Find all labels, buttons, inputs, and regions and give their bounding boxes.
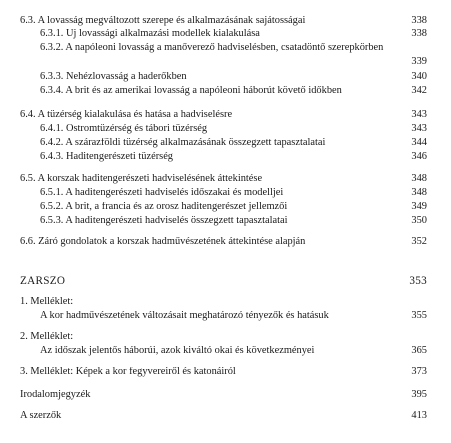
toc-entry-page: 373 bbox=[411, 366, 427, 377]
toc-entry-6-3-4 bbox=[40, 86, 427, 99]
toc-entry-page: 346 bbox=[411, 151, 427, 162]
toc-entry-6-5-1 bbox=[40, 188, 427, 201]
toc-entry-page: 343 bbox=[411, 123, 427, 134]
toc-entry-6-5-3 bbox=[40, 216, 427, 229]
toc-entry-zarszo bbox=[20, 276, 427, 289]
toc-entry-title: 6.4. A tüzérség kialakulása és hatása a hadviselésre bbox=[20, 110, 233, 120]
toc-entry-title: A kor hadművészetének változásait meghatározó tényezők és hatásuk bbox=[40, 311, 329, 321]
toc-entry-page: 350 bbox=[411, 215, 427, 226]
toc-entry-title: 6.5.1. A haditengerészeti hadviselés időszakai és modelljei bbox=[40, 188, 284, 198]
toc-entry-page: 338 bbox=[411, 15, 427, 26]
toc-entry-6-6 bbox=[20, 237, 427, 250]
toc-entry-bibliography bbox=[20, 390, 427, 403]
toc-entry-title: A szerzők bbox=[20, 411, 62, 421]
toc-entry-6-3 bbox=[20, 16, 427, 29]
toc-entry-title: 6.5.2. A brit, a francia és az orosz haditengerészet jellemzői bbox=[40, 202, 288, 212]
toc-entry-page: 349 bbox=[411, 201, 427, 212]
toc-entry-title: 6.4.2. A szárazföldi tüzérség alkalmazásának összegzett tapasztalatai bbox=[40, 138, 326, 148]
toc-entry-page: 348 bbox=[411, 173, 427, 184]
toc-entry-page: 353 bbox=[409, 275, 427, 287]
toc-entry-appendix-2-title bbox=[40, 346, 427, 359]
toc-entry-title: 6.3.1. Új lovassági alkalmazási modellek kialakulása bbox=[40, 29, 260, 39]
toc-entry-title: 2. Melléklet: bbox=[20, 332, 74, 342]
toc-entry-6-5-2 bbox=[40, 202, 427, 215]
toc-entry-appendix-1-title bbox=[40, 311, 427, 324]
toc-entry-title: 3. Melléklet: Képek a kor fegyvereiről és katonáiról bbox=[20, 367, 236, 377]
toc-entry-appendix-2 bbox=[20, 332, 427, 345]
toc-entry-page: 413 bbox=[411, 410, 427, 421]
toc-entry-page: 352 bbox=[411, 236, 427, 247]
toc-entry-appendix-3 bbox=[20, 367, 427, 380]
toc-entry-page: 342 bbox=[411, 85, 427, 96]
toc-entry-6-4-3 bbox=[40, 152, 427, 165]
toc-entry-title: ZÁRSZÓ bbox=[20, 276, 66, 287]
toc-entry-page: 339 bbox=[411, 56, 427, 67]
toc-entry-6-3-2 bbox=[40, 43, 427, 56]
toc-entry-title: Az időszak jelentős háborúi, azok kiváltó okai és következményei bbox=[40, 346, 315, 356]
toc-entry-title: 6.6. Záró gondolatok a korszak hadművészetének áttekintése alapján bbox=[20, 237, 306, 247]
toc-entry-page: 344 bbox=[411, 137, 427, 148]
toc-entry-title: 6.3.2. A napóleoni lovasság a manőverező hadviselésben, csatadöntő szerepkörben bbox=[40, 43, 384, 53]
toc-entry-page: 355 bbox=[411, 310, 427, 321]
toc-entry-6-3-1 bbox=[40, 29, 427, 42]
toc-entry-page: 343 bbox=[411, 109, 427, 120]
toc-entry-title: 6.4.3. Haditengerészeti tüzérség bbox=[40, 152, 174, 162]
toc-entry-page: 340 bbox=[411, 71, 427, 82]
toc-entry-6-3-2-page bbox=[40, 57, 427, 70]
toc-entry-6-3-3 bbox=[40, 72, 427, 85]
toc-entry-page: 365 bbox=[411, 345, 427, 356]
toc-entry-title: 6.3.4. A brit és az amerikai lovasság a napóleoni háborút követő időkben bbox=[40, 86, 342, 96]
toc-entry-authors bbox=[20, 411, 427, 424]
toc-entry-title: 6.5.3. A haditengerészeti hadviselés összegzett tapasztalatai bbox=[40, 216, 288, 226]
toc-entry-title: 6.4.1. Ostromtüzérség és tábori tüzérség bbox=[40, 124, 208, 134]
toc-entry-title: 6.3.3. Nehézlovasság a haderőkben bbox=[40, 72, 187, 82]
toc-entry-page: 348 bbox=[411, 187, 427, 198]
toc-entry-title: 6.5. A korszak haditengerészeti hadviselésének áttekintése bbox=[20, 174, 263, 184]
toc-entry-title: Irodalomjegyzék bbox=[20, 390, 91, 400]
toc-entry-page: 395 bbox=[411, 389, 427, 400]
toc-entry-6-5 bbox=[20, 174, 427, 187]
toc-entry-6-4 bbox=[20, 110, 427, 123]
toc-entry-page: 338 bbox=[411, 28, 427, 39]
toc-entry-appendix-1 bbox=[20, 297, 427, 310]
toc-entry-title: 6.3. A lovasság megváltozott szerepe és alkalmazásának sajátosságai bbox=[20, 16, 306, 26]
toc-entry-6-4-1 bbox=[40, 124, 427, 137]
toc-entry-6-4-2 bbox=[40, 138, 427, 151]
toc-entry-title: 1. Melléklet: bbox=[20, 297, 74, 307]
